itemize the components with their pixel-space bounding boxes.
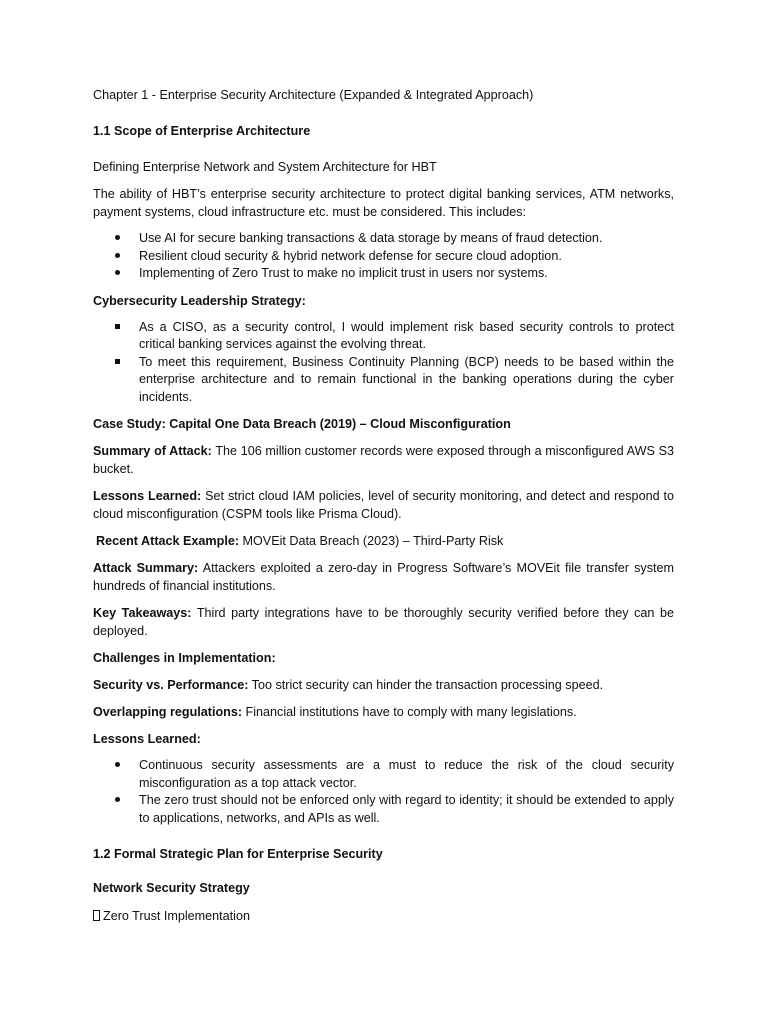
case-study-heading: Case Study: Capital One Data Breach (2019) – Cloud Misconfiguration bbox=[93, 417, 511, 431]
section-1-1-heading: 1.1 Scope of Enterprise Architecture bbox=[93, 124, 311, 138]
summary-of-attack: Summary of Attack: The 106 million customer records were exposed through a misconfigured AWS S3 bucket. bbox=[93, 444, 674, 476]
list-item: Use AI for secure banking transactions & data storage by means of fraud detection. bbox=[93, 230, 674, 248]
bullet-icon bbox=[115, 265, 120, 283]
square-bullet-icon bbox=[115, 354, 120, 372]
list-item: The zero trust should not be enforced only with regard to identity; it should be extended to apply to applications, networks, and APIs as well. bbox=[93, 792, 674, 827]
missing-glyph-icon bbox=[93, 910, 100, 921]
intro-paragraph: The ability of HBT’s enterprise security architecture to protect digital banking services, ATM networks, payment systems, cloud infrastructure etc. must be considered. This includes: bbox=[93, 187, 674, 219]
zero-trust-item: Zero Trust Implementation bbox=[93, 907, 674, 925]
bullet-icon bbox=[115, 757, 120, 775]
includes-list bbox=[93, 230, 674, 283]
challenges-heading: Challenges in Implementation: bbox=[93, 651, 276, 665]
recent-attack-example: Recent Attack Example: MOVEit Data Breach (2023) – Third-Party Risk bbox=[96, 534, 504, 548]
chapter-title: Chapter 1 - Enterprise Security Architecture (Expanded & Integrated Approach) bbox=[93, 88, 534, 102]
square-bullet-icon bbox=[115, 319, 120, 337]
list-item: Resilient cloud security & hybrid network defense for secure cloud adoption. bbox=[93, 248, 674, 266]
section-1-1-subheading: Defining Enterprise Network and System Architecture for HBT bbox=[93, 160, 437, 174]
list-item: To meet this requirement, Business Continuity Planning (BCP) needs to be based within the enterprise architecture and to remain functional in the banking operations during the cyber incidents. bbox=[93, 354, 674, 407]
list-item: Continuous security assessments are a must to reduce the risk of the cloud security misconfiguration as a top attack vector. bbox=[93, 757, 674, 792]
lessons-learned-heading: Lessons Learned: bbox=[93, 732, 201, 746]
document-page bbox=[93, 86, 674, 925]
lessons-learned-capital-one: Lessons Learned: Set strict cloud IAM policies, level of security monitoring, and detect and respond to cloud misconfiguration (CSPM tools like Prisma Cloud). bbox=[93, 489, 674, 521]
bullet-icon bbox=[115, 248, 120, 266]
attack-summary: Attack Summary: Attackers exploited a zero-day in Progress Software’s MOVEit file transfer system hundreds of financial institutions. bbox=[93, 561, 674, 593]
list-item: Implementing of Zero Trust to make no implicit trust in users nor systems. bbox=[93, 265, 674, 283]
leadership-heading: Cybersecurity Leadership Strategy: bbox=[93, 293, 306, 308]
key-takeaways: Key Takeaways: Third party integrations have to be thoroughly security verified before they can be deployed. bbox=[93, 606, 674, 638]
section-1-2-heading: 1.2 Formal Strategic Plan for Enterprise Security bbox=[93, 847, 383, 861]
overlapping-regulations: Overlapping regulations: Financial institutions have to comply with many legislations. bbox=[93, 705, 577, 719]
bullet-icon bbox=[115, 792, 120, 810]
network-security-heading: Network Security Strategy bbox=[93, 881, 250, 895]
list-item: As a CISO, as a security control, I would implement risk based security controls to protect critical banking services against the evolving threat. bbox=[93, 319, 674, 354]
bullet-icon bbox=[115, 230, 120, 248]
leadership-list bbox=[93, 319, 674, 407]
security-vs-performance: Security vs. Performance: Too strict security can hinder the transaction processing speed. bbox=[93, 678, 604, 692]
lessons-learned-list bbox=[93, 757, 674, 827]
